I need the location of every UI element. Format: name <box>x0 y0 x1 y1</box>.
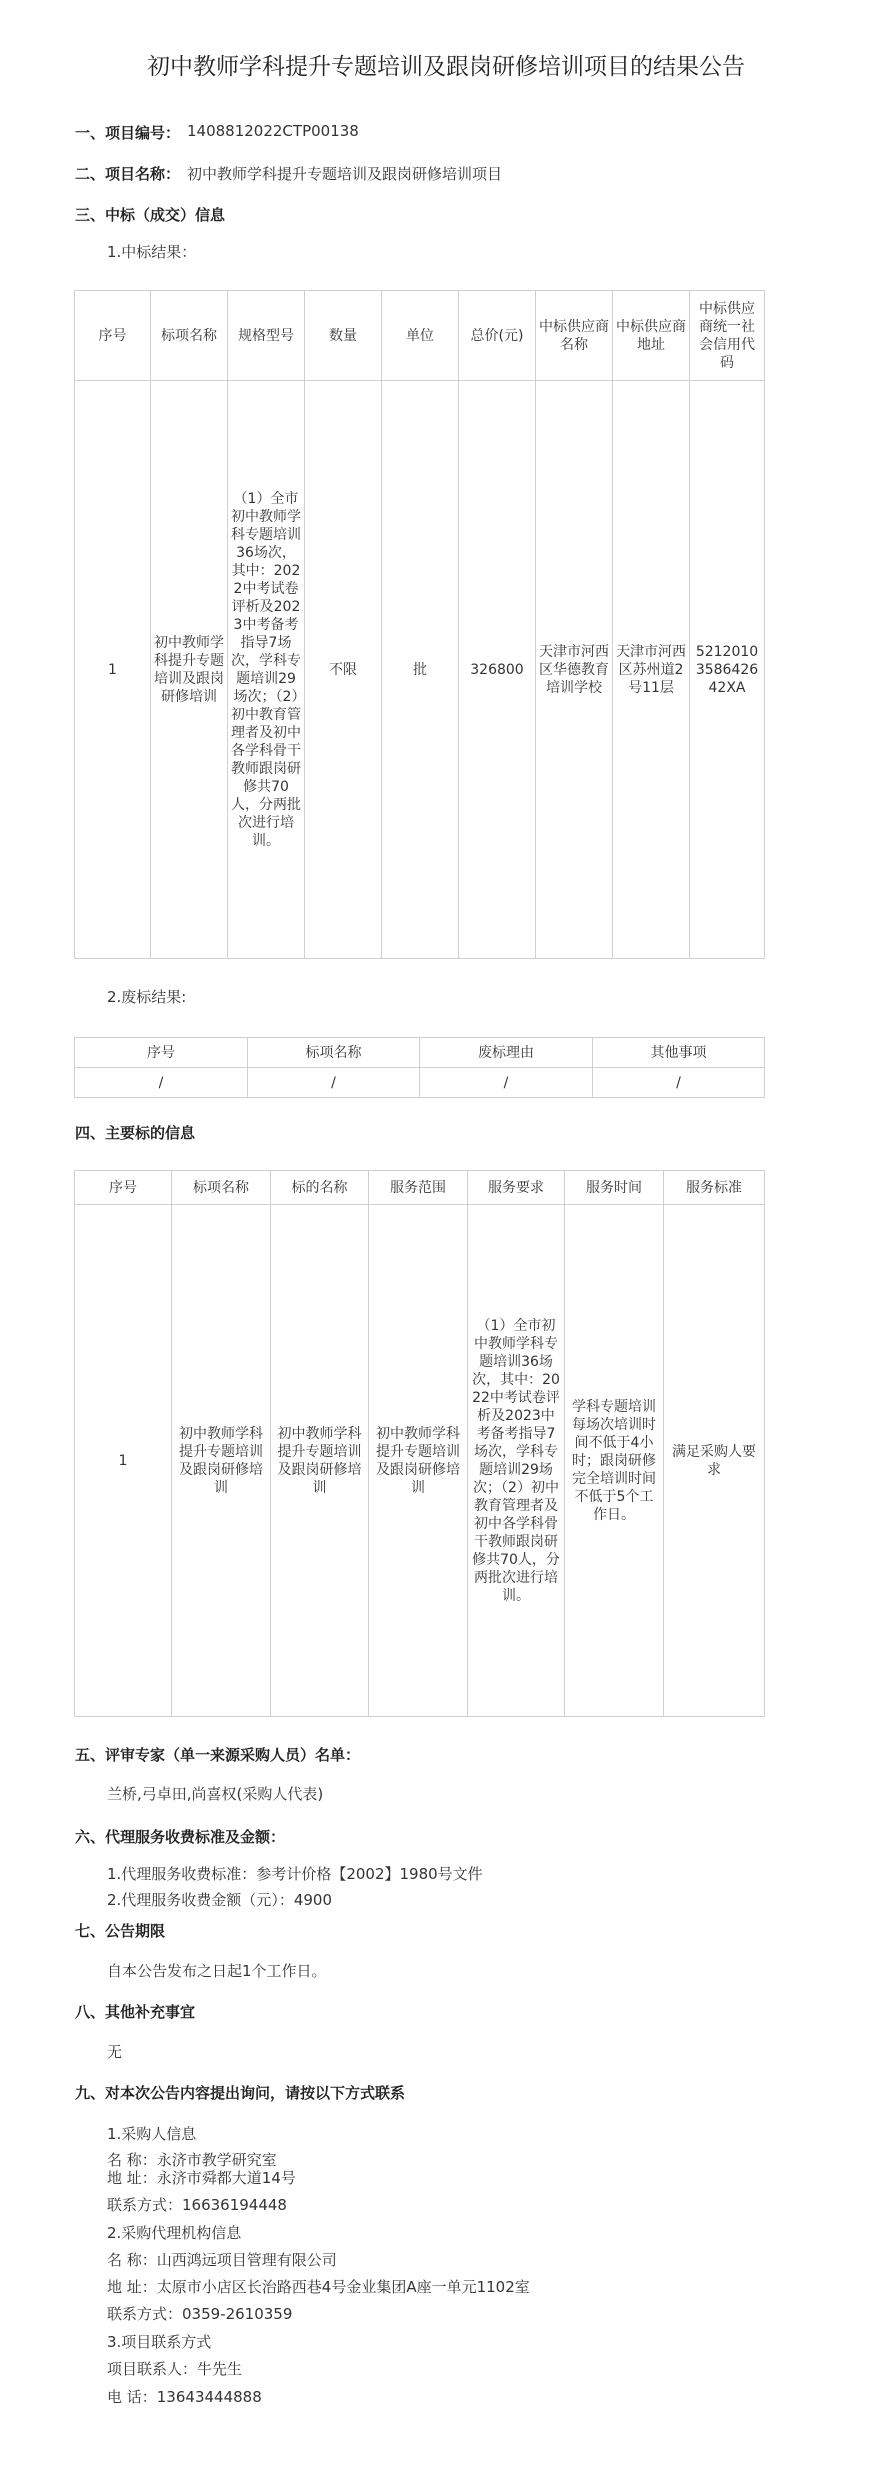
main-subject-table <box>74 1170 765 1717</box>
agency-fee-amount: 2.代理服务收费金额（元）：4900 <box>107 1891 332 1909</box>
bid-result-label: 1.中标结果： <box>107 243 197 261</box>
col-header-total-price: 总价(元) <box>459 291 536 381</box>
table-row <box>75 381 765 959</box>
waste-result-table <box>74 1037 765 1098</box>
subject-cell-requirement: （1）全市初中教师学科专题培训36场次，其中：2022中考试卷评析及2023中考备考指导7场次，学科专题培训29场次；（2）初中教育管理者及初中各学科骨干教师跟岗研修共70人，分两批次进行培训。 <box>468 1205 565 1717</box>
project-name-label: 二、项目名称： <box>75 165 181 183</box>
waste-cell-reason: / <box>420 1068 593 1098</box>
subject-col-requirement: 服务要求 <box>468 1171 565 1205</box>
waste-col-index: 序号 <box>75 1038 248 1068</box>
project-contact-label: 3.项目联系方式 <box>107 2333 212 2351</box>
project-contact-phone: 电 话：13643444888 <box>107 2388 262 2406</box>
col-header-supplier-name: 中标供应商名称 <box>536 291 613 381</box>
waste-cell-other: / <box>593 1068 765 1098</box>
project-name-value: 初中教师学科提升专题培训及跟岗研修培训项目 <box>187 165 503 183</box>
cell-quantity: 不限 <box>305 381 382 959</box>
agent-name: 名 称：山西鸿远项目管理有限公司 <box>107 2251 337 2269</box>
notice-period-value: 自本公告发布之日起1个工作日。 <box>107 1962 327 1980</box>
waste-col-item-name: 标项名称 <box>248 1038 420 1068</box>
subject-cell-item-name: 初中教师学科提升专题培训及跟岗研修培训 <box>172 1205 271 1717</box>
supplement-heading: 八、其他补充事宜 <box>75 2003 196 2021</box>
main-subject-heading: 四、主要标的信息 <box>75 1124 196 1142</box>
subject-col-item-name: 标项名称 <box>172 1171 271 1205</box>
buyer-address: 地 址：永济市舜都大道14号 <box>107 2169 296 2187</box>
col-header-supplier-address: 中标供应商地址 <box>613 291 690 381</box>
col-header-quantity: 数量 <box>305 291 382 381</box>
waste-col-other: 其他事项 <box>593 1038 765 1068</box>
contact-heading: 九、对本次公告内容提出询问，请按以下方式联系 <box>75 2084 406 2102</box>
cell-unit: 批 <box>382 381 459 959</box>
project-contact-person: 项目联系人：牛先生 <box>107 2360 243 2378</box>
supplement-value: 无 <box>107 2043 123 2061</box>
subject-col-scope: 服务范围 <box>369 1171 468 1205</box>
buyer-info-label: 1.采购人信息 <box>107 2125 197 2143</box>
project-number-label: 一、项目编号： <box>75 124 181 142</box>
waste-result-label: 2.废标结果: <box>107 988 187 1006</box>
subject-cell-index: 1 <box>75 1205 172 1717</box>
agent-address: 地 址：太原市小店区长治路西巷4号金业集团A座一单元1102室 <box>107 2278 530 2296</box>
col-header-spec: 规格型号 <box>228 291 305 381</box>
project-number-value: 1408812022CTP00138 <box>187 122 359 140</box>
expert-list: 兰桥,弓卓田,尚喜权(采购人代表) <box>107 1785 324 1803</box>
agency-fee-standard: 1.代理服务收费标准：参考计价格【2002】1980号文件 <box>107 1865 483 1883</box>
cell-total-price: 326800 <box>459 381 536 959</box>
col-header-index: 序号 <box>75 291 151 381</box>
buyer-phone: 联系方式：16636194448 <box>107 2196 287 2214</box>
table-row <box>75 1068 765 1098</box>
agent-phone: 联系方式：0359-2610359 <box>107 2305 293 2323</box>
waste-header-row <box>75 1038 765 1068</box>
agent-info-label: 2.采购代理机构信息 <box>107 2224 242 2242</box>
bid-result-header-row <box>75 291 765 381</box>
subject-cell-scope: 初中教师学科提升专题培训及跟岗研修培训 <box>369 1205 468 1717</box>
subject-cell-time: 学科专题培训每场次培训时间不低于4小时；跟岗研修完全培训时间不低于5个工作日。 <box>565 1205 664 1717</box>
table-row <box>75 1205 765 1717</box>
waste-cell-index: / <box>75 1068 248 1098</box>
subject-cell-standard: 满足采购人要求 <box>664 1205 765 1717</box>
subject-col-subject-name: 标的名称 <box>271 1171 369 1205</box>
bid-info-heading: 三、中标（成交）信息 <box>75 206 226 224</box>
subject-cell-subject-name: 初中教师学科提升专题培训及跟岗研修培训 <box>271 1205 369 1717</box>
subject-col-time: 服务时间 <box>565 1171 664 1205</box>
notice-period-heading: 七、公告期限 <box>75 1922 166 1940</box>
waste-col-reason: 废标理由 <box>420 1038 593 1068</box>
main-subject-header-row <box>75 1171 765 1205</box>
subject-col-index: 序号 <box>75 1171 172 1205</box>
subject-col-standard: 服务标准 <box>664 1171 765 1205</box>
col-header-unit: 单位 <box>382 291 459 381</box>
waste-cell-item-name: / <box>248 1068 420 1098</box>
col-header-item-name: 标项名称 <box>151 291 228 381</box>
cell-index: 1 <box>75 381 151 959</box>
expert-heading: 五、评审专家（单一来源采购人员）名单： <box>75 1746 361 1764</box>
cell-item-name: 初中教师学科提升专题培训及跟岗研修培训 <box>151 381 228 959</box>
buyer-name: 名 称：永济市教学研究室 <box>107 2151 277 2169</box>
bid-result-table <box>74 290 765 959</box>
page-title: 初中教师学科提升专题培训及跟岗研修培训项目的结果公告 <box>147 54 745 80</box>
cell-supplier-address: 天津市河西区苏州道2号11层 <box>613 381 690 959</box>
cell-credit-code: 52120103586426 42XA <box>690 381 765 959</box>
col-header-credit-code: 中标供应商统一社会信用代码 <box>690 291 765 381</box>
cell-spec: （1）全市初中教师学科专题培训36场次，其中：2022中考试卷评析及2023中考备考指导7场次，学科专题培训29场次；（2）初中教育管理者及初中各学科骨干教师跟岗研修共70人，分两批次进行培训。 <box>228 381 305 959</box>
cell-supplier-name: 天津市河西区华德教育培训学校 <box>536 381 613 959</box>
agency-fee-heading: 六、代理服务收费标准及金额： <box>75 1828 286 1846</box>
